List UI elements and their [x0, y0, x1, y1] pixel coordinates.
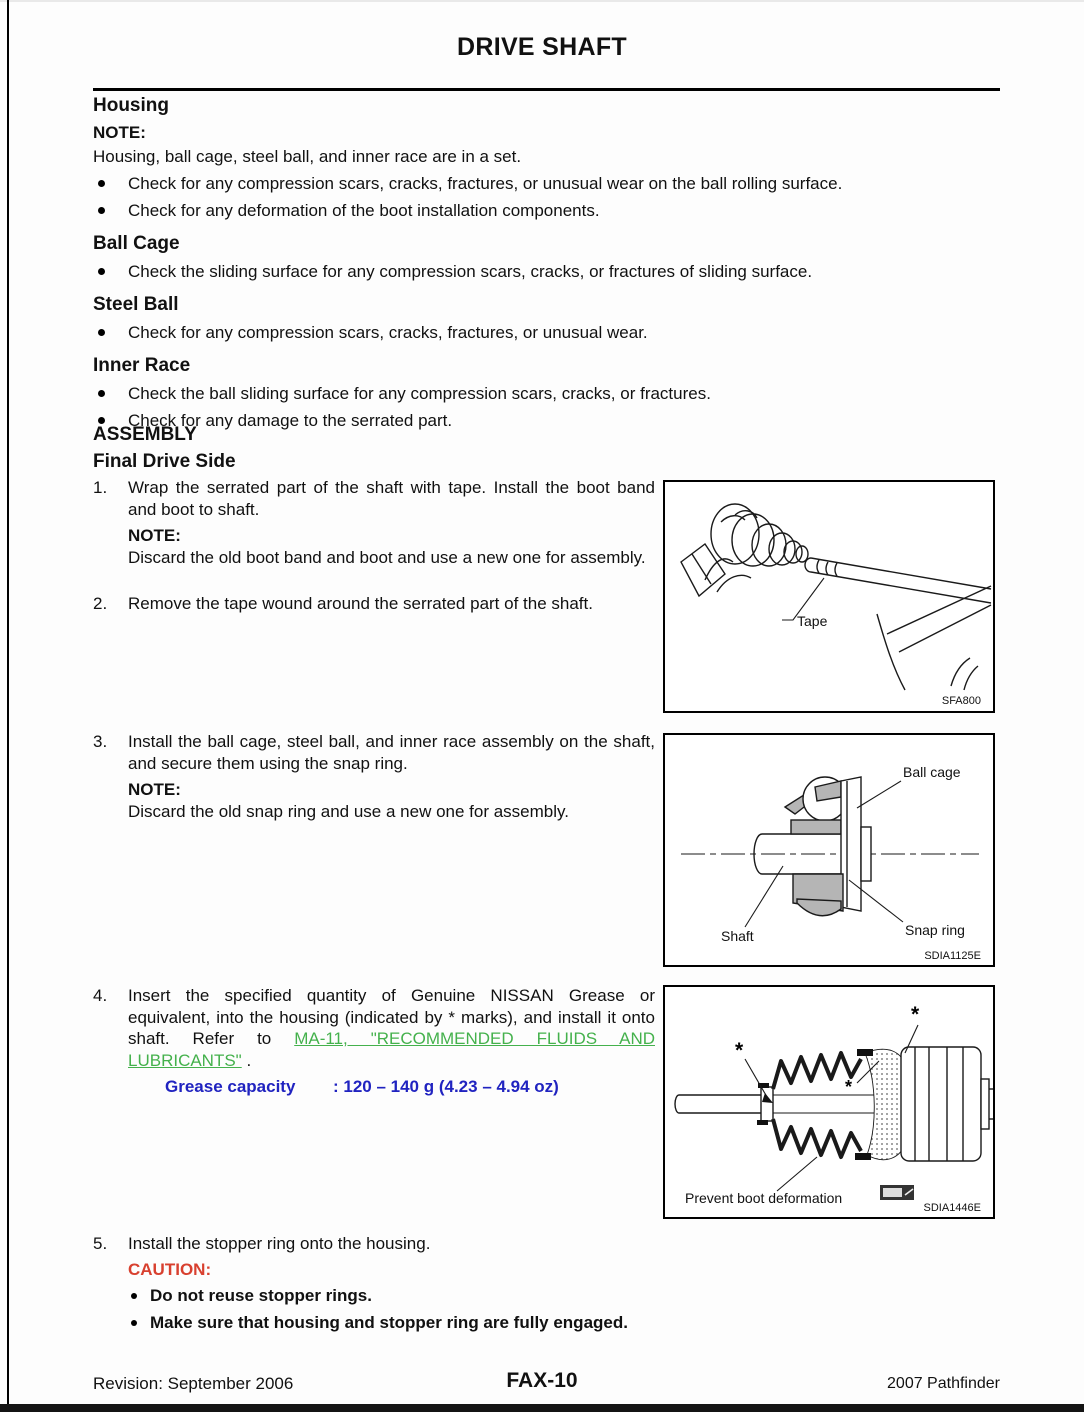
bullet-icon [98, 268, 105, 275]
step-text: Install the ball cage, steel ball, and inner race assembly on the shaft, and secure them using the snap ring. [128, 732, 655, 773]
bullet-text: Check for any damage to the serrated part. [128, 411, 453, 430]
title-divider [93, 88, 1000, 91]
bullet-icon [98, 207, 105, 214]
heading-inner-race: Inner Race [93, 355, 191, 376]
grease-mark-star: * [735, 1039, 744, 1062]
step-text [93, 985, 655, 1071]
assembly-step-3 [93, 731, 655, 823]
grease-mark-star: * [845, 1077, 853, 1097]
footer-model: 2007 Pathfinder [887, 1375, 1000, 1392]
assembly-step-2 [93, 593, 655, 615]
bullet-icon [98, 417, 105, 424]
note-label: NOTE: [93, 123, 146, 142]
inspection-section [93, 95, 1000, 431]
step-number: 4. [93, 986, 108, 1005]
step-number: 3. [93, 732, 108, 751]
bullet-icon [131, 1293, 137, 1299]
caution-label: CAUTION: [128, 1259, 212, 1279]
caution-text: Do not reuse stopper rings. [150, 1286, 372, 1305]
ma11-lubricants-link[interactable]: MA-11, "RECOMMENDED FLUIDS AND LUBRICANTS" [128, 1029, 655, 1070]
footer-page-code: FAX-10 [506, 1369, 578, 1392]
bullet-icon [98, 180, 105, 187]
page-left-edge [7, 0, 9, 1412]
tape-figure-drawing [665, 482, 993, 711]
page-bottom-edge [0, 1404, 1084, 1412]
bullet-text: Check the sliding surface for any compression scars, cracks, or fractures of sliding surface. [128, 262, 813, 281]
ball-cage-label: Ball cage [903, 764, 961, 780]
caution-item [93, 1285, 793, 1307]
list-item [93, 322, 1000, 343]
heading-housing: Housing [93, 95, 169, 116]
caution-text: Make sure that housing and stopper ring are fully engaged. [150, 1312, 628, 1332]
step-number: 5. [93, 1234, 108, 1253]
list-item [93, 200, 1000, 221]
figure-grease-illustration [663, 985, 995, 1219]
step-text-after-link: . [241, 1050, 252, 1070]
spec-label: Grease capacity [165, 1077, 296, 1096]
step-text-before-link: Insert the specified quantity of Genuine NISSAN Grease or equivalent, into the housing (indicated by * marks), and install it onto shaft. Refer to [128, 986, 655, 1048]
snap-ring-label: Snap ring [905, 922, 965, 938]
figure-snap-ring-illustration [663, 733, 995, 967]
shaft-label: Shaft [721, 928, 754, 944]
bullet-icon [131, 1320, 137, 1326]
list-item [93, 383, 1000, 404]
grease-capacity-spec [165, 1076, 559, 1097]
figure-tape-illustration [663, 480, 995, 713]
step-text: Install the stopper ring onto the housing. [128, 1234, 431, 1253]
snap-ring-figure-drawing [665, 735, 993, 965]
step-number: 2. [93, 594, 108, 613]
bullet-icon [98, 329, 105, 336]
note-text: Discard the old boot band and boot and use a new one for assembly. [128, 548, 646, 567]
tape-label: Tape [797, 613, 828, 629]
list-item [93, 261, 1000, 282]
assembly-step-1 [93, 477, 655, 569]
note-label: NOTE: [128, 780, 181, 799]
step-text: Remove the tape wound around the serrated part of the shaft. [128, 594, 593, 613]
prevent-boot-deformation-label: Prevent boot deformation [685, 1190, 843, 1206]
step-number: 1. [93, 478, 108, 497]
bullet-text: Check for any deformation of the boot installation components. [128, 201, 600, 220]
bullet-text: Check for any compression scars, cracks, fractures, or unusual wear on the ball rolling surface. [128, 174, 843, 193]
bullet-text: Check for any compression scars, cracks, fractures, or unusual wear. [128, 323, 648, 342]
heading-ball-cage: Ball Cage [93, 233, 180, 254]
heading-assembly: ASSEMBLY [93, 424, 197, 445]
caution-item [93, 1312, 793, 1334]
footer-revision: Revision: September 2006 [93, 1374, 294, 1393]
figure-code: SFA800 [941, 695, 981, 707]
heading-steel-ball: Steel Ball [93, 294, 179, 315]
step-text: Wrap the serrated part of the shaft with tape. Install the boot band and boot to shaft. [128, 478, 655, 519]
bullet-icon [98, 390, 105, 397]
figure-code: SDIA1125E [924, 950, 981, 962]
bullet-text: Check the ball sliding surface for any compression scars, cracks, or fractures. [128, 384, 711, 403]
assembly-step-5 [93, 1233, 793, 1333]
assembly-step-4 [93, 985, 655, 1071]
list-item [93, 173, 1000, 194]
note-text: Discard the old snap ring and use a new one for assembly. [128, 802, 569, 821]
spec-value: : 120 – 140 g (4.23 – 4.94 oz) [333, 1077, 559, 1096]
housing-note-text: Housing, ball cage, steel ball, and inner race are in a set. [93, 147, 522, 166]
page-title: DRIVE SHAFT [457, 33, 627, 61]
note-label: NOTE: [128, 526, 181, 545]
grease-figure-drawing [665, 987, 993, 1217]
heading-final-drive-side: Final Drive Side [93, 451, 236, 472]
grease-mark-star: * [911, 1003, 920, 1026]
assembly-headings [93, 424, 236, 473]
page-top-edge [0, 0, 1084, 2]
figure-code: SDIA1446E [923, 1202, 981, 1214]
